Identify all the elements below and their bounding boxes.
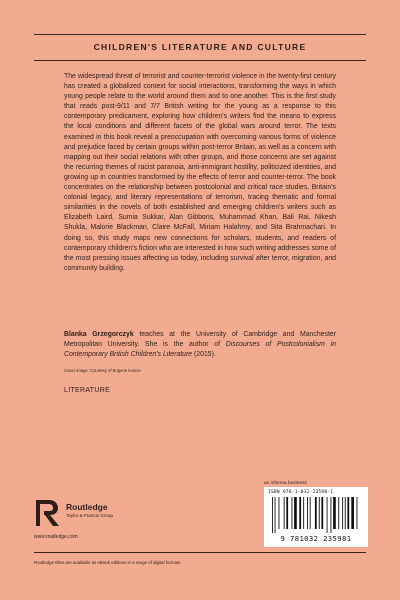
author-bio-text: teaches at the University of Cambridge and Manchester Metropolitan University. She is the author of — [64, 331, 336, 349]
isbn-label: ISBN 978-1-032-23598-1 — [268, 490, 334, 495]
routledge-logo-icon — [34, 498, 64, 528]
publisher-url[interactable]: www.routledge.com — [34, 534, 78, 540]
isbn-barcode — [264, 487, 368, 547]
barcode-bars — [272, 497, 360, 533]
informa-tagline: an informa business — [264, 481, 307, 486]
publisher-group: Taylor & Francis Group — [66, 513, 113, 518]
series-rule-top — [34, 34, 366, 35]
publisher-block — [34, 498, 144, 548]
series-rule-bottom — [34, 60, 366, 61]
publisher-name: Routledge — [66, 502, 108, 512]
footer-rule — [34, 552, 366, 553]
author-name: Blanka Grzegorczyk — [64, 331, 134, 338]
footer-note: Routledge titles are available as eBook editions in a range of digital formats — [34, 560, 181, 565]
cover-credit: Cover image: Courtesy of Eugene Ivanov — [64, 368, 141, 373]
isbn-digits: 9 781032 235981 — [280, 534, 352, 543]
author-bio-end: (2015). — [192, 351, 216, 359]
book-blurb: The widespread threat of terrorist and counter-terrorist violence in the twenty-first century has created a globalized context for social interactions, transforming the ways in which young people relate to the world around them and to one another. This is the first study that reads post-9/11 and 7/7 British writing for the young as a response to this contemporary predicament, exploring how children's writers find the means to express the local conditions and different facets of the global wars around terror. The texts examined in this book reveal a preoccupation with overcoming various forms of violence and prejudice faced by certain groups within post-terror Britain, as well as a concern with mapping out their social relations with other groups, and those concerns are set against the recurring themes of racist paranoia, anti-immigrant hostility, politicized identities, and growing up in countries transformed by the effects of terror and counter-terror. The book concentrates on the relationship between postcolonial and critical race studies, Britain's colonial legacy, and literary representations of terrorism, tracing thematic and formal similarities in the novels of both established and emerging children's writers such as Elizabeth Laird, Sumia Sukkar, Alan Gibbons, Muhammad Khan, Bali Rai, Nikesh Shukla, Malorie Blackman, Claire McFall, Miriam Halahmy, and Sita Brahmachari. In doing so, this study maps new connections for scholars, students, and readers of contemporary children's fiction who are interested in how such writing addresses some of the most pressing issues affecting us today, including survival after terror, migration, and community building. — [64, 73, 336, 272]
author-previous-book: Discourses of Postcolonialism in Contemporary British Children's Literature — [64, 341, 336, 359]
series-title: CHILDREN'S LITERATURE AND CULTURE — [93, 42, 307, 52]
author-bio — [64, 330, 336, 360]
subject-category: LITERATURE — [64, 387, 111, 394]
